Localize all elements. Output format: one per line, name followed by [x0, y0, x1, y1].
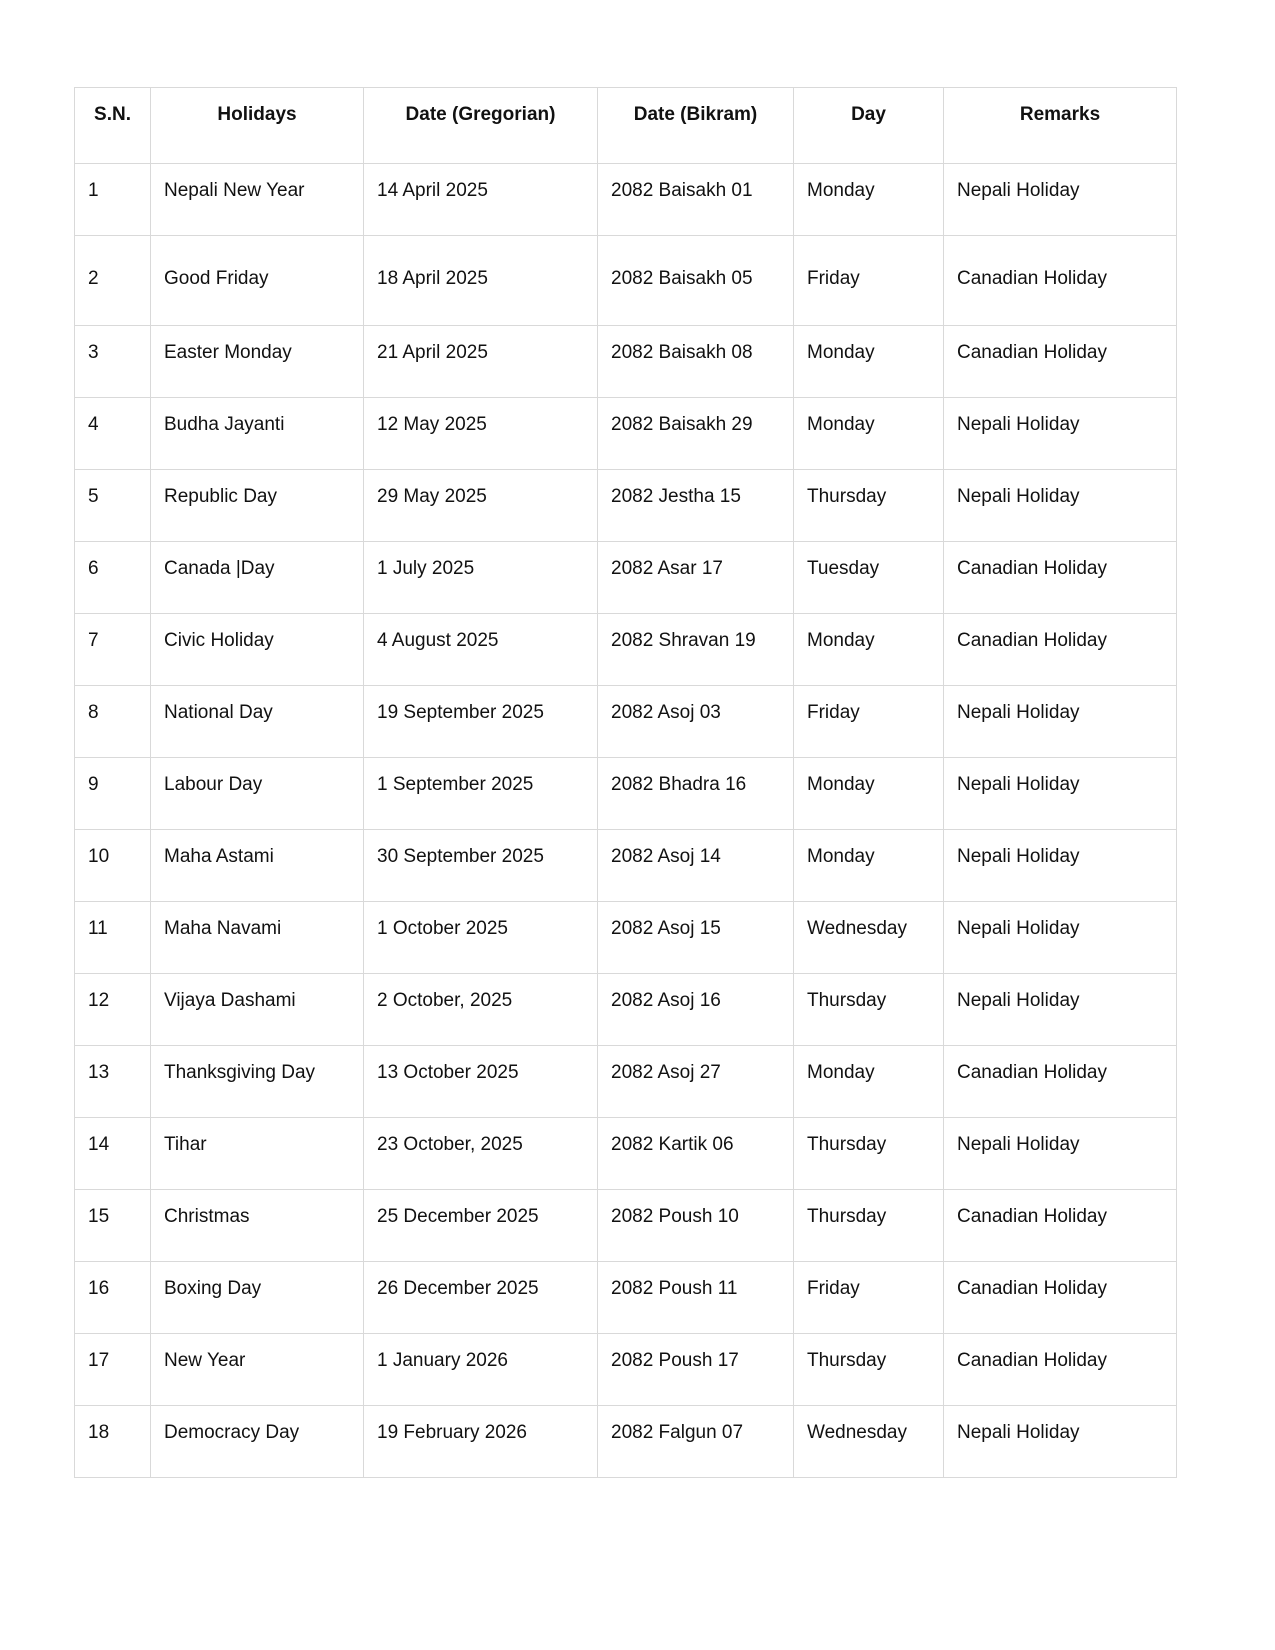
- cell-date-bikram: 2082 Shravan 19: [598, 614, 794, 686]
- cell-remarks: Nepali Holiday: [944, 398, 1177, 470]
- cell-day: Wednesday: [794, 902, 944, 974]
- cell-day: Friday: [794, 236, 944, 326]
- table-body: [75, 164, 1177, 1478]
- cell-date-bikram: 2082 Asar 17: [598, 542, 794, 614]
- cell-date-bikram: 2082 Asoj 14: [598, 830, 794, 902]
- cell-remarks: Nepali Holiday: [944, 974, 1177, 1046]
- cell-sn: 13: [75, 1046, 151, 1118]
- cell-holiday: Good Friday: [151, 236, 364, 326]
- cell-remarks: Nepali Holiday: [944, 758, 1177, 830]
- cell-day: Wednesday: [794, 1406, 944, 1478]
- cell-date-gregorian: 18 April 2025: [364, 236, 598, 326]
- cell-remarks: Canadian Holiday: [944, 542, 1177, 614]
- cell-date-gregorian: 30 September 2025: [364, 830, 598, 902]
- cell-date-bikram: 2082 Bhadra 16: [598, 758, 794, 830]
- cell-sn: 6: [75, 542, 151, 614]
- table-row: [75, 326, 1177, 398]
- cell-day: Friday: [794, 1262, 944, 1334]
- cell-holiday: Labour Day: [151, 758, 364, 830]
- table-row: [75, 1046, 1177, 1118]
- cell-date-gregorian: 14 April 2025: [364, 164, 598, 236]
- header-holidays: Holidays: [151, 88, 364, 164]
- cell-remarks: Nepali Holiday: [944, 164, 1177, 236]
- cell-date-gregorian: 21 April 2025: [364, 326, 598, 398]
- cell-remarks: Canadian Holiday: [944, 326, 1177, 398]
- cell-date-gregorian: 23 October, 2025: [364, 1118, 598, 1190]
- table-row: [75, 164, 1177, 236]
- table-row: [75, 830, 1177, 902]
- cell-date-bikram: 2082 Jestha 15: [598, 470, 794, 542]
- cell-holiday: Thanksgiving Day: [151, 1046, 364, 1118]
- header-day: Day: [794, 88, 944, 164]
- cell-remarks: Canadian Holiday: [944, 614, 1177, 686]
- cell-holiday: Maha Navami: [151, 902, 364, 974]
- table-row: [75, 236, 1177, 326]
- cell-remarks: Canadian Holiday: [944, 1262, 1177, 1334]
- cell-remarks: Canadian Holiday: [944, 236, 1177, 326]
- cell-holiday: Nepali New Year: [151, 164, 364, 236]
- table-row: [75, 542, 1177, 614]
- cell-day: Thursday: [794, 470, 944, 542]
- table-row: [75, 470, 1177, 542]
- cell-day: Monday: [794, 398, 944, 470]
- cell-sn: 9: [75, 758, 151, 830]
- cell-date-bikram: 2082 Asoj 27: [598, 1046, 794, 1118]
- cell-sn: 2: [75, 236, 151, 326]
- cell-date-bikram: 2082 Falgun 07: [598, 1406, 794, 1478]
- header-date-bikram: Date (Bikram): [598, 88, 794, 164]
- cell-holiday: Easter Monday: [151, 326, 364, 398]
- cell-sn: 14: [75, 1118, 151, 1190]
- cell-date-gregorian: 1 January 2026: [364, 1334, 598, 1406]
- cell-date-gregorian: 12 May 2025: [364, 398, 598, 470]
- cell-holiday: Civic Holiday: [151, 614, 364, 686]
- cell-date-bikram: 2082 Asoj 16: [598, 974, 794, 1046]
- cell-day: Monday: [794, 758, 944, 830]
- cell-remarks: Nepali Holiday: [944, 1406, 1177, 1478]
- cell-date-gregorian: 1 October 2025: [364, 902, 598, 974]
- table-row: [75, 758, 1177, 830]
- cell-date-bikram: 2082 Asoj 15: [598, 902, 794, 974]
- cell-holiday: Canada |Day: [151, 542, 364, 614]
- cell-date-gregorian: 29 May 2025: [364, 470, 598, 542]
- cell-sn: 12: [75, 974, 151, 1046]
- cell-remarks: Nepali Holiday: [944, 830, 1177, 902]
- cell-date-gregorian: 1 September 2025: [364, 758, 598, 830]
- cell-date-bikram: 2082 Baisakh 29: [598, 398, 794, 470]
- cell-holiday: Budha Jayanti: [151, 398, 364, 470]
- cell-remarks: Nepali Holiday: [944, 902, 1177, 974]
- table-row: [75, 1190, 1177, 1262]
- cell-date-gregorian: 1 July 2025: [364, 542, 598, 614]
- cell-day: Thursday: [794, 974, 944, 1046]
- header-remarks: Remarks: [944, 88, 1177, 164]
- cell-date-bikram: 2082 Poush 10: [598, 1190, 794, 1262]
- table-row: [75, 974, 1177, 1046]
- header-date-gregorian: Date (Gregorian): [364, 88, 598, 164]
- cell-day: Monday: [794, 326, 944, 398]
- cell-sn: 17: [75, 1334, 151, 1406]
- cell-sn: 10: [75, 830, 151, 902]
- cell-day: Monday: [794, 1046, 944, 1118]
- header-row: [75, 88, 1177, 164]
- cell-holiday: Republic Day: [151, 470, 364, 542]
- cell-sn: 11: [75, 902, 151, 974]
- cell-date-gregorian: 19 September 2025: [364, 686, 598, 758]
- cell-day: Monday: [794, 830, 944, 902]
- table-row: [75, 1262, 1177, 1334]
- cell-date-gregorian: 4 August 2025: [364, 614, 598, 686]
- table-row: [75, 1334, 1177, 1406]
- cell-remarks: Nepali Holiday: [944, 1118, 1177, 1190]
- cell-day: Friday: [794, 686, 944, 758]
- cell-holiday: Christmas: [151, 1190, 364, 1262]
- cell-remarks: Canadian Holiday: [944, 1046, 1177, 1118]
- cell-remarks: Nepali Holiday: [944, 470, 1177, 542]
- cell-holiday: National Day: [151, 686, 364, 758]
- table-row: [75, 902, 1177, 974]
- cell-date-bikram: 2082 Baisakh 08: [598, 326, 794, 398]
- cell-holiday: Tihar: [151, 1118, 364, 1190]
- cell-holiday: Vijaya Dashami: [151, 974, 364, 1046]
- cell-date-bikram: 2082 Baisakh 05: [598, 236, 794, 326]
- table-row: [75, 398, 1177, 470]
- cell-date-gregorian: 26 December 2025: [364, 1262, 598, 1334]
- cell-sn: 16: [75, 1262, 151, 1334]
- cell-date-gregorian: 19 February 2026: [364, 1406, 598, 1478]
- cell-day: Tuesday: [794, 542, 944, 614]
- table-row: [75, 1406, 1177, 1478]
- cell-date-bikram: 2082 Poush 17: [598, 1334, 794, 1406]
- cell-sn: 8: [75, 686, 151, 758]
- cell-holiday: Maha Astami: [151, 830, 364, 902]
- cell-sn: 15: [75, 1190, 151, 1262]
- cell-date-gregorian: 13 October 2025: [364, 1046, 598, 1118]
- cell-day: Monday: [794, 614, 944, 686]
- cell-sn: 7: [75, 614, 151, 686]
- table-header: [75, 88, 1177, 164]
- cell-sn: 1: [75, 164, 151, 236]
- cell-date-bikram: 2082 Asoj 03: [598, 686, 794, 758]
- cell-date-bikram: 2082 Kartik 06: [598, 1118, 794, 1190]
- cell-date-gregorian: 2 October, 2025: [364, 974, 598, 1046]
- cell-sn: 18: [75, 1406, 151, 1478]
- cell-date-gregorian: 25 December 2025: [364, 1190, 598, 1262]
- cell-holiday: Democracy Day: [151, 1406, 364, 1478]
- table-row: [75, 1118, 1177, 1190]
- cell-remarks: Canadian Holiday: [944, 1334, 1177, 1406]
- cell-day: Thursday: [794, 1190, 944, 1262]
- cell-remarks: Nepali Holiday: [944, 686, 1177, 758]
- table-row: [75, 614, 1177, 686]
- cell-day: Thursday: [794, 1118, 944, 1190]
- holiday-table: [74, 87, 1177, 1478]
- cell-holiday: New Year: [151, 1334, 364, 1406]
- cell-sn: 5: [75, 470, 151, 542]
- header-sn: S.N.: [75, 88, 151, 164]
- table-row: [75, 686, 1177, 758]
- cell-date-bikram: 2082 Poush 11: [598, 1262, 794, 1334]
- cell-remarks: Canadian Holiday: [944, 1190, 1177, 1262]
- cell-day: Thursday: [794, 1334, 944, 1406]
- cell-holiday: Boxing Day: [151, 1262, 364, 1334]
- cell-sn: 3: [75, 326, 151, 398]
- cell-sn: 4: [75, 398, 151, 470]
- cell-date-bikram: 2082 Baisakh 01: [598, 164, 794, 236]
- cell-day: Monday: [794, 164, 944, 236]
